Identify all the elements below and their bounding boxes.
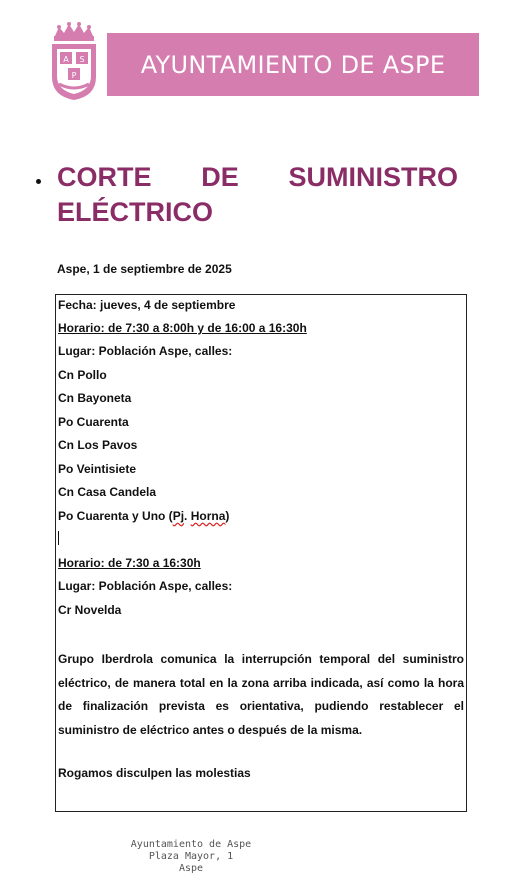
horario-line-1: Horario: de 7:30 a 8:00h y de 16:00 a 16:30h [58, 321, 307, 335]
street-item: Cn Los Pavos [58, 438, 138, 452]
closing-line: Rogamos disculpen las molestias [58, 766, 251, 780]
page-footer [116, 839, 266, 875]
lugar-line-2: Lugar: Población Aspe, calles: [58, 579, 233, 593]
iberdrola-message: Grupo Iberdrola comunica la interrupción temporal del suministro eléctrico, de manera total en la zona arriba indicada, así como la hora de finalización prevista es orientativa, pudiendo restablecer el suministro de eléctrico antes o después de la misma. [58, 652, 464, 737]
street-item: Cn Pollo [58, 368, 107, 382]
horario-line-2: Horario: de 7:30 a 16:30h [58, 556, 201, 570]
spellcheck-word: Horna [190, 509, 226, 523]
street-item: Po Cuarenta [58, 415, 129, 429]
fecha-line: Fecha: jueves, 4 de septiembre [58, 298, 236, 312]
page-title [57, 160, 458, 230]
footer-line-1: Ayuntamiento de Aspe [130, 839, 252, 850]
street-suffix: ) [225, 509, 230, 523]
svg-text:P: P [71, 71, 77, 80]
street-item: Cn Casa Candela [58, 485, 157, 499]
street-item: Cr Novelda [58, 603, 122, 617]
date-line: Aspe, 1 de septiembre de 2025 [57, 262, 232, 276]
street-prefix: Po Cuarenta y Uno ( [58, 509, 173, 523]
bullet-icon [36, 179, 41, 184]
footer-line-2: Plaza Mayor, 1 [148, 851, 234, 862]
municipality-banner [107, 33, 479, 96]
svg-text:S: S [79, 55, 85, 64]
street-item: Po Veintisiete [58, 462, 137, 476]
title-line-1: CORTE DE SUMINISTRO [57, 162, 458, 192]
street-item-last [58, 509, 229, 523]
footer-line-3: Aspe [178, 863, 204, 874]
notice-box [55, 294, 467, 812]
title-line-2: ELÉCTRICO [57, 197, 214, 227]
spellcheck-word: Pj [172, 509, 185, 523]
street-item: Cn Bayoneta [58, 391, 132, 405]
banner-text: AYUNTAMIENTO DE ASPE [140, 50, 446, 79]
svg-text:A: A [63, 55, 69, 64]
text-cursor[interactable] [58, 531, 59, 545]
aspe-coat-of-arms-icon [49, 22, 99, 102]
street-mid: . [184, 509, 191, 523]
lugar-line-1: Lugar: Población Aspe, calles: [58, 344, 233, 358]
